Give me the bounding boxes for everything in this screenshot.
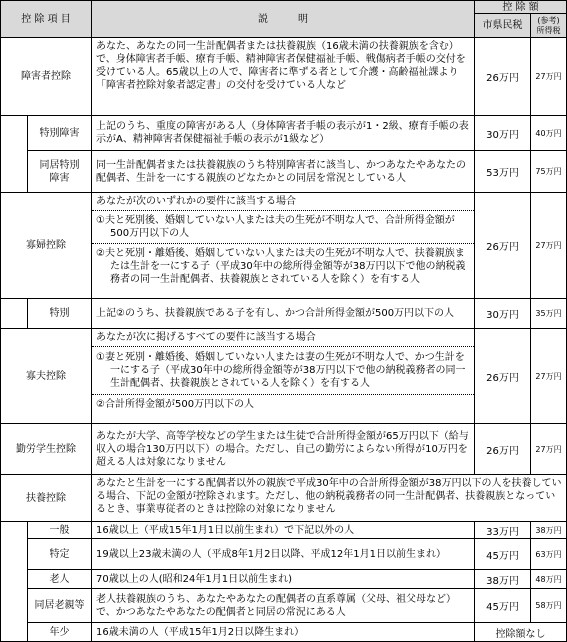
desc-kafu-2: ②夫と死別・離婚後、婚姻していない人または夫の生死が不明な人で、扶養親族または生計を一にする子（平成30年中の総所得金額等が38万円以下で他の納税義務者の同一生計配偶者、扶養親族とされている人を除く）を有する人 bbox=[96, 248, 466, 285]
desc-nensho: 16歳未満の人（平成15年1月2日以降生まれ） bbox=[91, 622, 475, 642]
amt2-rojin: 48万円 bbox=[530, 569, 567, 589]
amt2-tokutei: 63万円 bbox=[530, 538, 567, 570]
label-ippan: 一般 bbox=[27, 521, 92, 539]
amt-dokyo-rojin: 45万円 bbox=[474, 588, 531, 623]
label-rojin: 老人 bbox=[27, 569, 92, 589]
desc-dokyo-tokubetsu: 同一生計配偶者または扶養親族のうち特別障害者に該当し、かつあなたやあなたの配偶者、生計を一にする親族のどなたかとの同居を常況としている人 bbox=[91, 150, 475, 193]
amt-kafu: 26万円 bbox=[474, 192, 531, 299]
header-resident-tax: 市県民税 bbox=[474, 13, 531, 38]
desc-tokutei: 19歳以上23歳未満の人（平成8年1月2日以降、平成12年1月1日以前生まれ） bbox=[91, 538, 475, 570]
amt-kinro: 26万円 bbox=[474, 423, 531, 475]
label-dokyo-tokubetsu: 同居特別障害 bbox=[27, 150, 92, 193]
amt2-shogai: 27万円 bbox=[530, 37, 567, 116]
desc-kafu-1: ①夫と死別後、婚姻していない人または夫の生死が不明な人で、合計所得金額が500万円以下の人 bbox=[92, 211, 474, 244]
amt2-kinro: 27万円 bbox=[530, 423, 567, 475]
amt2-dokyo-rojin: 58万円 bbox=[530, 588, 567, 623]
desc-dokyo-rojin: 老人扶養親族のうち、あなたやあなたの配偶者の直系尊属（父母、祖父母など）で、かつあなたやあなたの配偶者と同居の常況にある人 bbox=[91, 588, 475, 623]
indent-fuyo bbox=[0, 521, 28, 642]
header-item: 控 除 項 目 bbox=[0, 0, 92, 38]
header-description: 説 明 bbox=[91, 0, 475, 38]
desc-ippan: 16歳以上（平成15年1月1日以前生まれ）で下記以外の人 bbox=[91, 521, 475, 539]
indent-kafu bbox=[0, 298, 28, 329]
label-tokubetsu-shogai: 特別障害 bbox=[27, 115, 92, 151]
desc-kafu-intro: あなたが次のいずれかの要件に該当する場合 bbox=[92, 193, 474, 211]
label-kafu: 寡婦控除 bbox=[0, 192, 92, 299]
amt-nensho: 控除額なし bbox=[474, 622, 567, 642]
desc-kafu-otoko-2: ②合計所得金額が500万円以下の人 bbox=[96, 399, 255, 410]
label-shogai: 障害者控除 bbox=[0, 37, 92, 116]
desc-kafu-otoko bbox=[91, 328, 475, 424]
desc-shogai: あなた、あなたの同一生計配偶者または扶養親族（16歳未満の扶養親族を含む）で、身体障害者手帳、療育手帳、精神障害者保健福祉手帳、戦傷病者手帳の交付を受けている人。65歳以上の人で、障害者に準ずる者として介護・高齢福祉課より「障害者控除対象者認定書」の交付を受けている人など bbox=[91, 37, 475, 116]
label-kafu-otoko: 寡夫控除 bbox=[0, 328, 92, 424]
amt-tokutei: 45万円 bbox=[474, 538, 531, 570]
desc-kafu-otoko-intro: あなたが次に掲げるすべての要件に該当する場合 bbox=[92, 329, 474, 347]
indent-shogai bbox=[0, 115, 28, 193]
desc-rojin: 70歳以上の人(昭和24年1月1日以前生まれ) bbox=[91, 569, 475, 589]
desc-tokubetsu-shogai: 上記のうち、重度の障害がある人（身体障害者手帳の表示が1・2級、療育手帳の表示がA、精神障害者保健福祉手帳の表示が1級など） bbox=[91, 115, 475, 151]
label-kinro: 勤労学生控除 bbox=[0, 423, 92, 475]
amt2-dokyo-tokubetsu: 75万円 bbox=[530, 150, 567, 193]
desc-kinro: あなたが大学、高等学校などの学生または生徒で合計所得金額が65万円以下（給与収入の場合130万円以下）の場合。ただし、自己の勤労によらない所得が10万円を超える人は対象になりません bbox=[91, 423, 475, 475]
amt-dokyo-tokubetsu: 53万円 bbox=[474, 150, 531, 193]
desc-fuyo: あなたと生計を一にする配偶者以外の親族で平成30年中の合計所得金額が38万円以下の人を扶養している場合、下記の金額が控除されます。ただし、他の納税義務者の同一生計配偶者、扶養親族となっているとき、事業専従者のときは控除の対象になりません bbox=[91, 474, 567, 522]
label-kafu-tokubetsu: 特別 bbox=[27, 298, 92, 329]
amt-kafu-tokubetsu: 30万円 bbox=[474, 298, 531, 329]
label-fuyo: 扶養控除 bbox=[0, 474, 92, 522]
amt2-kafu: 27万円 bbox=[530, 192, 567, 299]
label-dokyo-rojin: 同居老親等 bbox=[27, 588, 92, 623]
amt-kafu-otoko: 26万円 bbox=[474, 328, 531, 424]
header-amount: 控 除 額 bbox=[474, 0, 567, 14]
amt2-ippan: 38万円 bbox=[530, 521, 567, 539]
desc-kafu-otoko-1: ①妻と死別・離婚後、婚姻していない人または妻の生死が不明な人で、かつ生計を一にする子（平成30年中の総所得金額等が38万円以下で他の納税義務者の同一生計配偶者、扶養親族とされている人を除く）を有する人 bbox=[92, 347, 474, 395]
amt2-tokubetsu-shogai: 40万円 bbox=[530, 115, 567, 151]
amt2-kafu-otoko: 27万円 bbox=[530, 328, 567, 424]
desc-kafu-tokubetsu: 上記②のうち、扶養親族である子を有し、かつ合計所得金額が500万円以下の人 bbox=[91, 298, 475, 329]
amt-shogai: 26万円 bbox=[474, 37, 531, 116]
amt-rojin: 38万円 bbox=[474, 569, 531, 589]
desc-kafu bbox=[91, 192, 475, 299]
label-tokutei: 特定 bbox=[27, 538, 92, 570]
amt-ippan: 33万円 bbox=[474, 521, 531, 539]
header-income-tax: (参考) 所得税 bbox=[530, 13, 567, 38]
amt2-kafu-tokubetsu: 35万円 bbox=[530, 298, 567, 329]
label-nensho: 年少 bbox=[27, 622, 92, 642]
amt-tokubetsu-shogai: 30万円 bbox=[474, 115, 531, 151]
